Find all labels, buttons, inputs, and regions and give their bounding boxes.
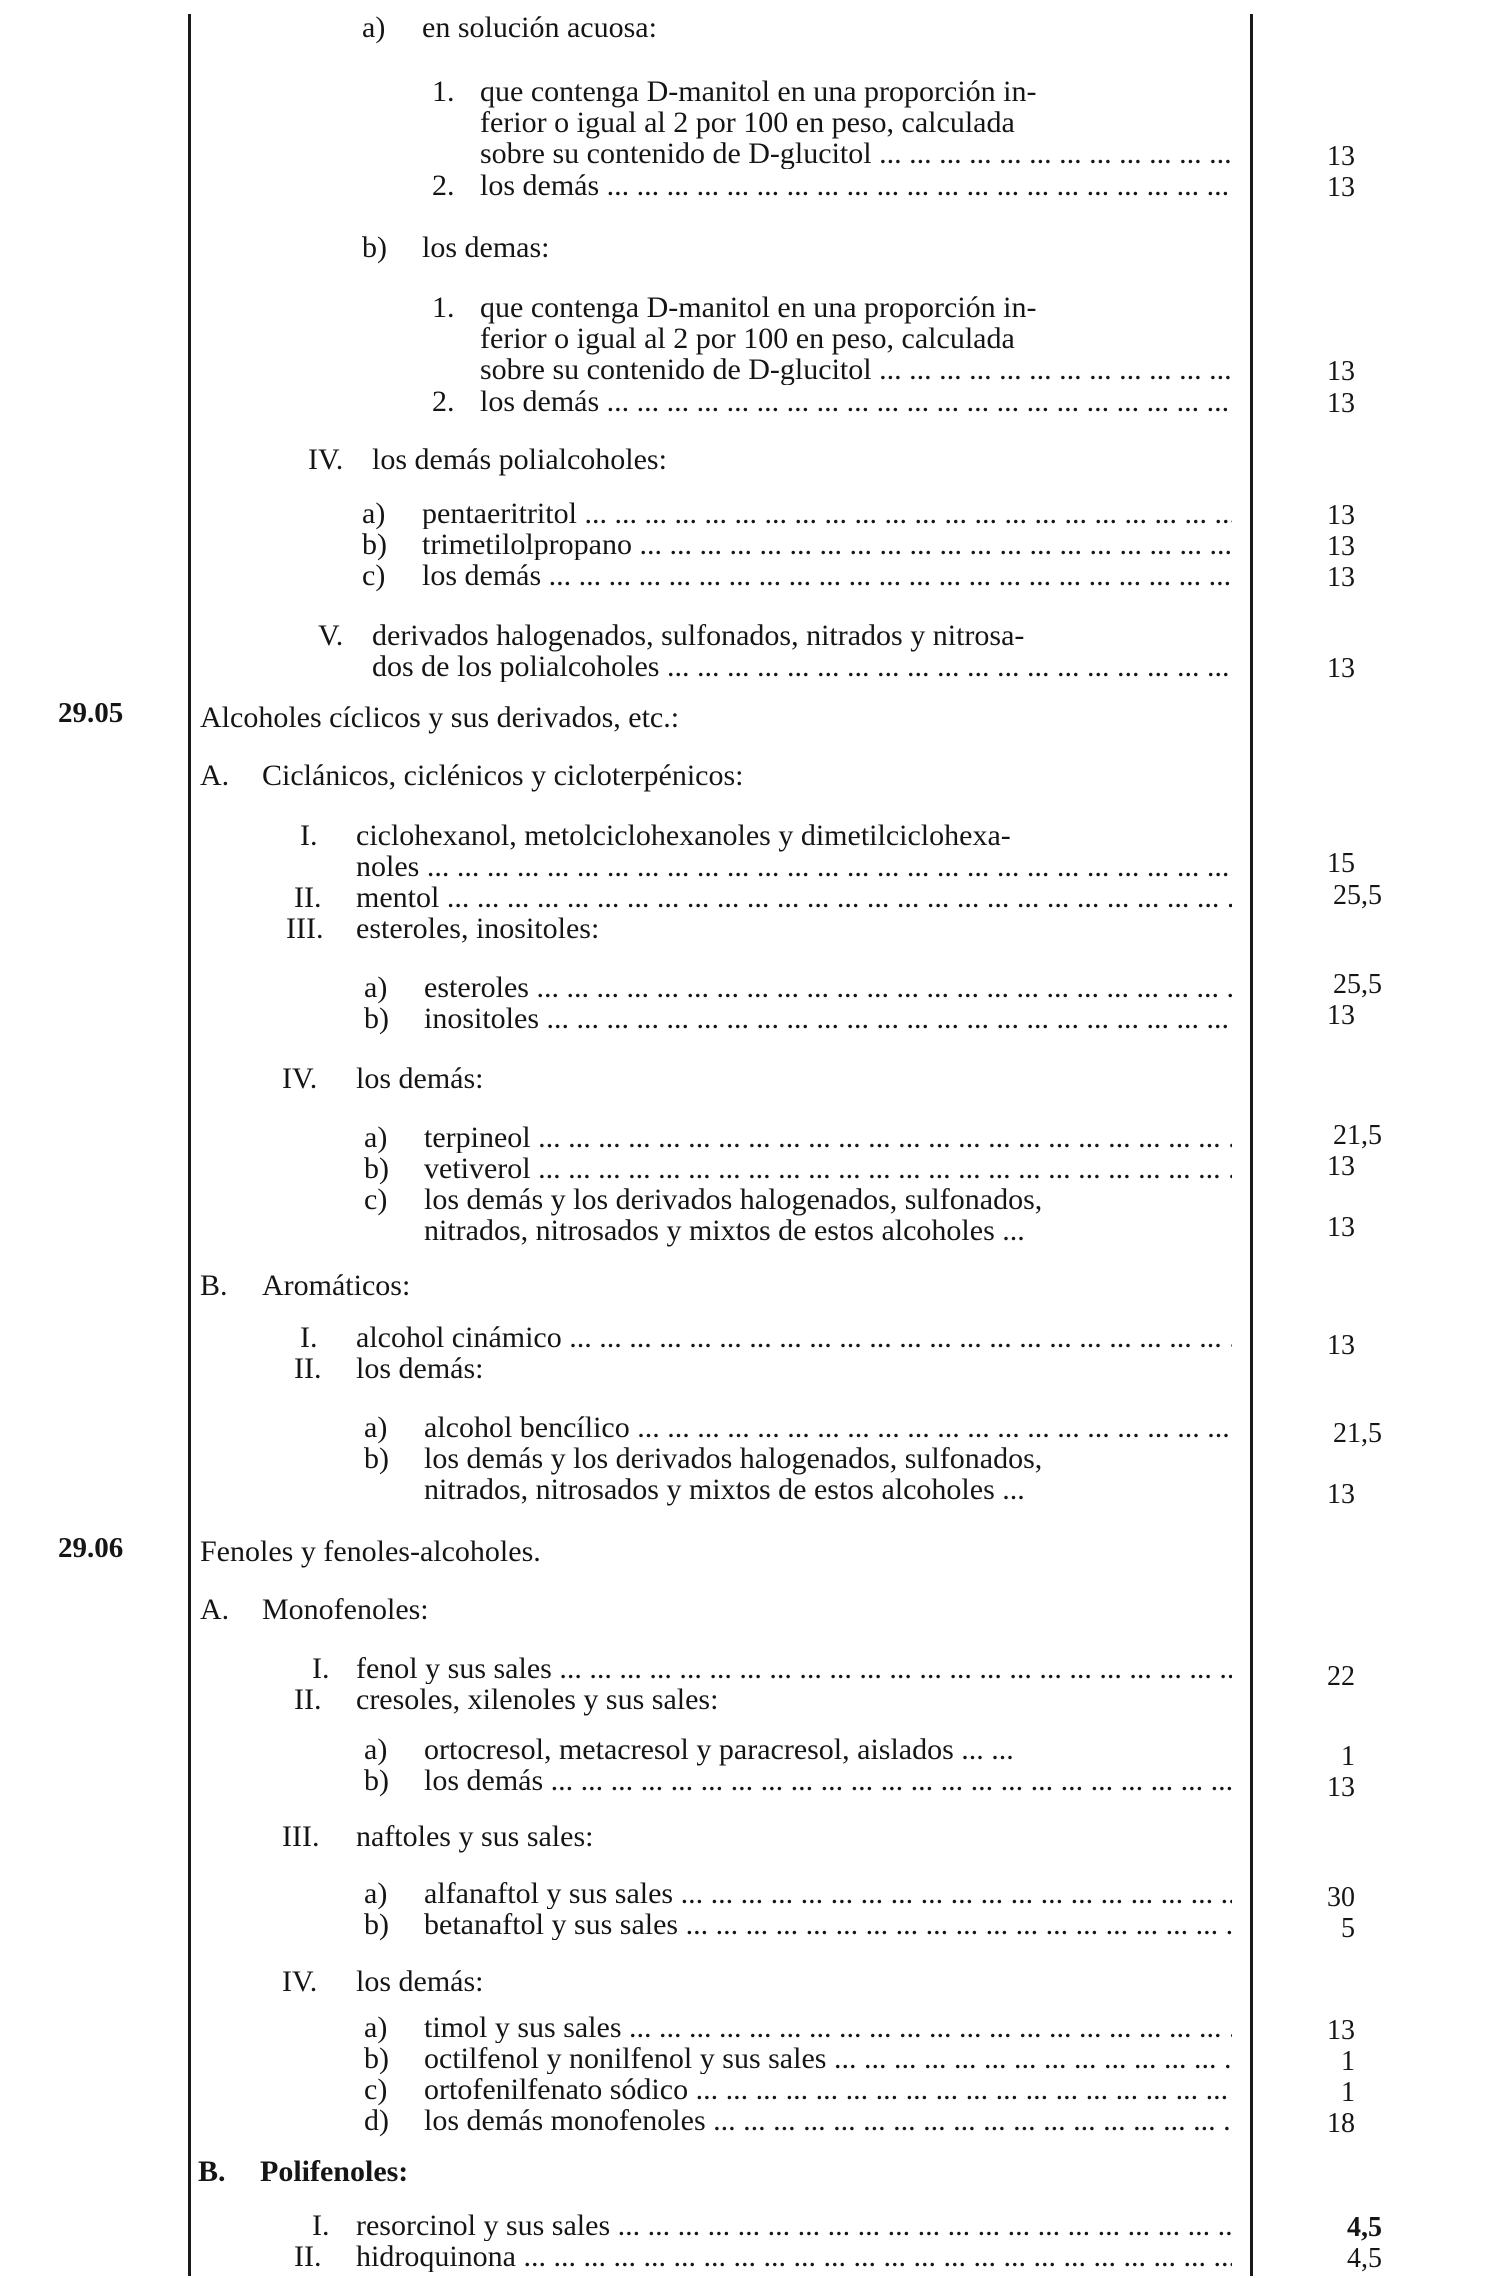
item-text: los demás ... . (424, 1765, 1232, 1796)
item-num: IV. (282, 1062, 318, 1095)
duty-rate: 13 (1327, 500, 1355, 531)
item-text: alfanaftol y sus sales ... . (424, 1878, 1232, 1909)
duty-rate: 13 (1327, 531, 1355, 562)
duty-rate: 5 (1341, 1913, 1355, 1944)
duty-rate: 4,5 (1347, 2212, 1382, 2243)
duty-rate: 13 (1327, 1212, 1355, 1243)
duty-rate: 13 (1327, 172, 1355, 203)
item-text: los demas: (422, 231, 550, 264)
item-text: Aromáticos: (262, 1269, 411, 1302)
duty-rate: 13 (1327, 562, 1355, 593)
item-text: dos de los polialcoholes ... . (372, 651, 1232, 682)
duty-rate: 30 (1327, 1882, 1355, 1913)
item-text: en solución acuosa: (422, 11, 657, 44)
item-text: alcohol cinámico ... . (356, 1322, 1232, 1353)
item-num: a) (364, 1877, 388, 1910)
heading-text: Alcoholes cíclicos y sus derivados, etc.: (200, 701, 680, 734)
item-text: terpineol ... . (424, 1122, 1232, 1153)
item-text: Monofenoles: (262, 1593, 429, 1626)
item-text: resorcinol y sus sales ... . (356, 2210, 1232, 2241)
item-num: b) (362, 231, 387, 264)
item-text: los demás: (356, 1965, 484, 1998)
item-num: 2. (432, 169, 455, 202)
item-text: los demás polialcoholes: (372, 443, 667, 476)
item-num: a) (364, 2011, 388, 2044)
duty-rate: 13 (1327, 356, 1355, 387)
item-text: betanaftol y sus sales ... . (424, 1909, 1232, 1940)
item-num: III. (282, 1820, 320, 1853)
item-text: ciclohexanol, metolciclohexanoles y dimetilciclohexa- (356, 819, 1011, 852)
right-rule (1250, 14, 1253, 2276)
item-num: I. (300, 819, 318, 852)
heading-text: Fenoles y fenoles-alcoholes. (200, 1535, 541, 1568)
item-num: a) (364, 971, 388, 1004)
item-num: c) (364, 1183, 388, 1216)
item-text: ortocresol, metacresol y paracresol, aislados ... ... (424, 1733, 1014, 1766)
item-num: A. (200, 1593, 230, 1626)
item-num: IV. (282, 1965, 318, 1998)
item-num: b) (364, 1764, 389, 1797)
item-text: cresoles, xilenoles y sus sales: (356, 1683, 719, 1716)
item-text: trimetilolpropano ... . (422, 529, 1232, 560)
item-num: IV. (308, 443, 344, 476)
duty-rate: 21,5 (1333, 1418, 1382, 1449)
item-text: sobre su contenido de D-glucitol ... . (480, 138, 1232, 169)
item-num: III. (286, 912, 324, 945)
item-text: hidroquinona ... . (356, 2241, 1232, 2272)
duty-rate: 1 (1341, 1741, 1355, 1772)
item-text: inositoles ... . (424, 1003, 1232, 1034)
item-num: b) (364, 1442, 389, 1475)
heading-29-06: 29.06 (58, 1532, 124, 1564)
duty-rate: 13 (1327, 141, 1355, 172)
item-num: V. (318, 619, 344, 652)
item-text: ferior o igual al 2 por 100 en peso, calculada (480, 322, 1015, 355)
item-text: fenol y sus sales ... . (356, 1653, 1232, 1684)
item-num: b) (362, 528, 387, 561)
duty-rate: 18 (1327, 2108, 1355, 2139)
item-text: vetiverol ... . (424, 1153, 1232, 1184)
item-num: d) (364, 2104, 389, 2137)
item-text: que contenga D-manitol en una proporción in- (480, 75, 1037, 108)
item-num: A. (200, 759, 230, 792)
item-num: I. (300, 1321, 318, 1354)
item-text: Ciclánicos, ciclénicos y cicloterpénicos: (262, 759, 744, 792)
item-text: alcohol bencílico ... . (424, 1412, 1232, 1443)
item-text: esteroles, inositoles: (356, 912, 600, 945)
item-num: B. (198, 2155, 226, 2188)
item-num: I. (312, 2209, 330, 2242)
item-num: 2. (432, 385, 455, 418)
item-text: los demás y los derivados halogenados, sulfonados, (424, 1442, 1043, 1475)
duty-rate: 13 (1327, 388, 1355, 419)
item-num: a) (362, 11, 386, 44)
item-text: ortofenilfenato sódico ... . (424, 2074, 1232, 2105)
item-num: b) (364, 1152, 389, 1185)
item-text: los demás ... . (422, 560, 1232, 591)
item-num: c) (364, 2073, 388, 2106)
item-num: a) (362, 497, 386, 530)
item-text: pentaeritritol ... . (422, 498, 1232, 529)
item-num: a) (364, 1411, 388, 1444)
duty-rate: 13 (1327, 653, 1355, 684)
item-num: II. (294, 2240, 322, 2273)
item-text: esteroles ... . (424, 972, 1232, 1003)
item-num: b) (364, 1002, 389, 1035)
item-num: b) (364, 2042, 389, 2075)
item-text: octilfenol y nonilfenol y sus sales ... . (424, 2043, 1232, 2074)
item-text: noles ... . (356, 851, 1232, 882)
item-text: derivados halogenados, sulfonados, nitrados y nitrosa- (372, 619, 1025, 652)
duty-rate: 13 (1327, 1330, 1355, 1361)
item-text: sobre su contenido de D-glucitol ... . (480, 354, 1232, 385)
duty-rate: 1 (1341, 2077, 1355, 2108)
item-text: los demás ... . (480, 386, 1232, 417)
item-num: a) (364, 1121, 388, 1154)
item-num: I. (312, 1652, 330, 1685)
duty-rate: 13 (1327, 1151, 1355, 1182)
duty-rate: 4,5 (1347, 2243, 1382, 2274)
duty-rate: 1 (1341, 2046, 1355, 2077)
item-text: timol y sus sales ... . (424, 2012, 1232, 2043)
duty-rate: 13 (1327, 2015, 1355, 2046)
item-num: B. (200, 1269, 228, 1302)
duty-rate: 13 (1327, 1000, 1355, 1031)
item-text: los demás ... . (480, 170, 1232, 201)
left-rule (188, 14, 191, 2276)
duty-rate: 13 (1327, 1479, 1355, 1510)
item-num: b) (364, 1908, 389, 1941)
heading-29-05: 29.05 (58, 697, 124, 729)
item-text: Polifenoles: (260, 2155, 409, 2188)
duty-rate: 15 (1327, 848, 1355, 879)
duty-rate: 22 (1327, 1661, 1355, 1692)
duty-rate: 21,5 (1333, 1120, 1382, 1151)
item-num: c) (362, 559, 386, 592)
item-text: nitrados, nitrosados y mixtos de estos alcoholes ... (424, 1473, 1025, 1506)
item-text: los demás: (356, 1352, 484, 1385)
item-num: 1. (432, 75, 455, 108)
item-text: que contenga D-manitol en una proporción in- (480, 291, 1037, 324)
duty-rate: 25,5 (1333, 880, 1382, 911)
item-num: II. (294, 881, 322, 914)
item-text: ferior o igual al 2 por 100 en peso, calculada (480, 106, 1015, 139)
item-num: 1. (432, 291, 455, 324)
duty-rate: 13 (1327, 1772, 1355, 1803)
item-text: mentol ... . (356, 882, 1232, 913)
item-text: los demás y los derivados halogenados, sulfonados, (424, 1183, 1043, 1216)
item-text: los demás: (356, 1062, 484, 1095)
item-text: nitrados, nitrosados y mixtos de estos alcoholes ... (424, 1214, 1025, 1247)
item-num: a) (364, 1733, 388, 1766)
item-text: los demás monofenoles ... . (424, 2105, 1232, 2136)
duty-rate: 25,5 (1333, 969, 1382, 1000)
item-num: II. (294, 1683, 322, 1716)
item-text: naftoles y sus sales: (356, 1820, 594, 1853)
item-num: II. (294, 1352, 322, 1385)
